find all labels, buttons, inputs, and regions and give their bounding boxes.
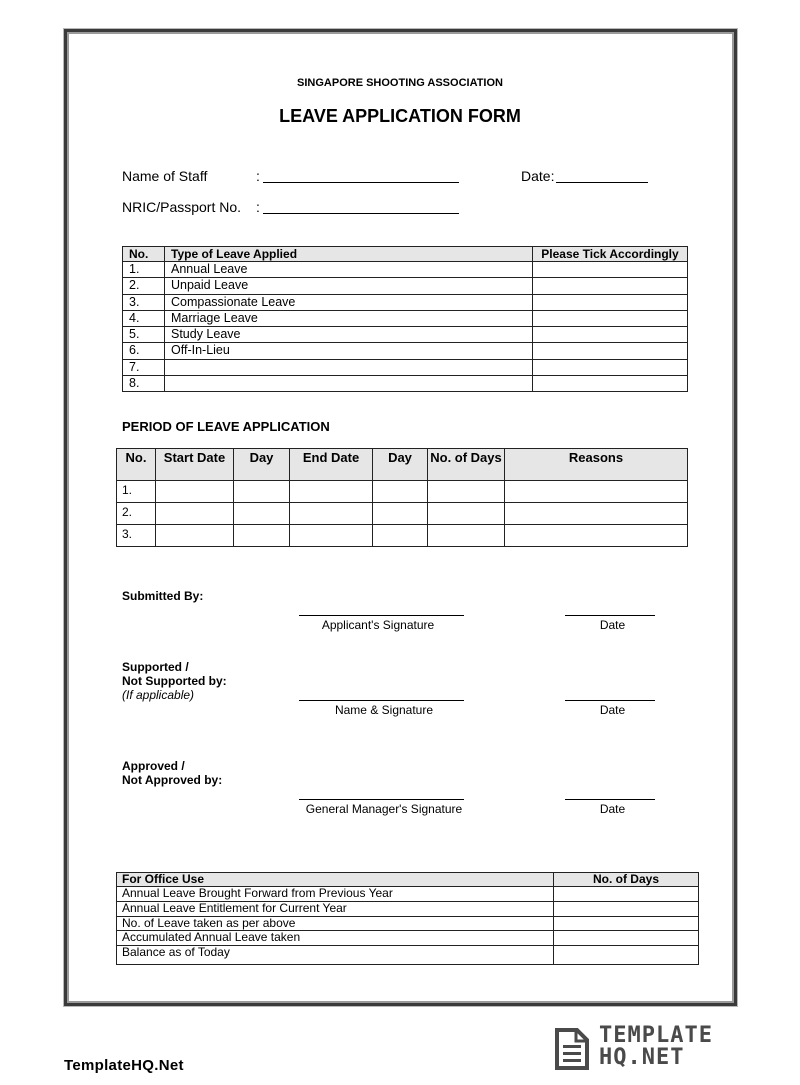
leave-type-cell: Annual Leave [165,262,533,278]
nric-passport-field[interactable] [263,213,459,214]
name-of-staff-field[interactable] [263,182,459,183]
period-header-row [117,449,688,481]
office-use-item: Accumulated Annual Leave taken [117,931,554,946]
logo-line2: HQ.NET [599,1045,685,1070]
date-label: Date: [521,168,555,184]
row-number: 3. [123,294,165,310]
tick-cell[interactable] [533,359,688,375]
col-header-reasons: Reasons [505,449,688,481]
office-use-item: Balance as of Today [117,946,554,965]
end-date-cell[interactable] [290,481,373,503]
table-row [117,931,699,946]
day-cell[interactable] [234,525,290,547]
start-date-cell[interactable] [156,481,234,503]
leave-type-cell: Off-In-Lieu [165,343,533,359]
no-of-days-cell[interactable] [428,525,505,547]
day-cell[interactable] [373,481,428,503]
day-cell[interactable] [373,503,428,525]
table-row [117,887,699,902]
table-row [117,481,688,503]
col-header-start-date: Start Date [156,449,234,481]
row-number: 1. [117,481,156,503]
row-number: 5. [123,327,165,343]
office-use-item: No. of Leave taken as per above [117,916,554,931]
nric-colon: : [256,199,260,215]
table-row [123,294,688,310]
table-row [123,376,688,392]
no-of-days-cell[interactable] [554,887,699,902]
col-header-type: Type of Leave Applied [165,247,533,262]
site-text: TemplateHQ.Net [64,1057,184,1074]
no-of-days-cell[interactable] [428,503,505,525]
table-row [117,525,688,547]
supported-label [122,660,227,702]
approved-line1: Approved / [122,759,185,773]
templatehq-logo [553,1025,738,1075]
organization-name: SINGAPORE SHOOTING ASSOCIATION [297,77,503,89]
col-header-no: No. [117,449,156,481]
form-title: LEAVE APPLICATION FORM [279,106,521,126]
day-cell[interactable] [234,503,290,525]
table-row [123,343,688,359]
row-number: 2. [123,278,165,294]
table-row [123,278,688,294]
day-cell[interactable] [373,525,428,547]
col-header-tick: Please Tick Accordingly [533,247,688,262]
table-row [123,262,688,278]
no-of-days-cell[interactable] [554,916,699,931]
col-header-end-date: End Date [290,449,373,481]
table-row [117,901,699,916]
leave-type-cell[interactable] [165,376,533,392]
row-number: 7. [123,359,165,375]
office-use-item: Annual Leave Brought Forward from Previous Year [117,887,554,902]
logo-line1: TEMPLATE [599,1023,713,1048]
row-number: 2. [117,503,156,525]
row-number: 8. [123,376,165,392]
col-header-office-use: For Office Use [117,873,554,887]
leave-type-cell: Marriage Leave [165,310,533,326]
supporter-date-line[interactable] [565,700,655,701]
approved-label [122,759,222,787]
reasons-cell[interactable] [505,481,688,503]
document-icon [553,1027,591,1071]
leave-type-cell[interactable] [165,359,533,375]
date-field[interactable] [556,182,648,183]
gm-date-line[interactable] [565,799,655,800]
office-use-item: Annual Leave Entitlement for Current Year [117,901,554,916]
leave-type-cell: Compassionate Leave [165,294,533,310]
gm-signature-line[interactable] [299,799,464,800]
supported-line2: Not Supported by: [122,674,227,688]
table-row [117,503,688,525]
no-of-days-cell[interactable] [554,901,699,916]
applicant-signature-caption: Applicant's Signature [321,618,435,632]
leave-type-table [122,246,688,392]
no-of-days-cell[interactable] [554,946,699,965]
col-header-no: No. [123,247,165,262]
approved-line2: Not Approved by: [122,773,223,787]
gm-signature-caption: General Manager's Signature [305,802,463,816]
row-number: 6. [123,343,165,359]
col-header-day: Day [234,449,290,481]
tick-cell[interactable] [533,262,688,278]
leave-type-header-row [123,247,688,262]
tick-cell[interactable] [533,310,688,326]
start-date-cell[interactable] [156,525,234,547]
period-table [116,448,688,547]
supporter-signature-line[interactable] [299,700,464,701]
row-number: 4. [123,310,165,326]
end-date-cell[interactable] [290,525,373,547]
no-of-days-cell[interactable] [428,481,505,503]
table-row [117,916,699,931]
table-row [117,946,699,965]
tick-cell[interactable] [533,278,688,294]
applicant-date-caption: Date [599,618,626,632]
day-cell[interactable] [234,481,290,503]
end-date-cell[interactable] [290,503,373,525]
row-number: 1. [123,262,165,278]
submitted-by-label: Submitted By: [122,589,204,603]
col-header-no-of-days: No. of Days [554,873,699,887]
gm-date-caption: Date [599,802,626,816]
reasons-cell[interactable] [505,525,688,547]
applicant-date-line[interactable] [565,615,655,616]
name-colon: : [256,168,260,184]
col-header-no-of-days: No. of Days [428,449,505,481]
name-of-staff-label: Name of Staff [122,168,208,184]
leave-type-cell: Unpaid Leave [165,278,533,294]
reasons-cell[interactable] [505,503,688,525]
tick-cell[interactable] [533,343,688,359]
start-date-cell[interactable] [156,503,234,525]
table-row [123,327,688,343]
period-section-title: PERIOD OF LEAVE APPLICATION [122,419,330,434]
table-row [123,310,688,326]
office-use-header-row [117,873,699,887]
applicant-signature-line[interactable] [299,615,464,616]
supporter-date-caption: Date [599,703,626,717]
no-of-days-cell[interactable] [554,931,699,946]
logo-text [599,1025,713,1069]
nric-passport-label: NRIC/Passport No. [122,199,242,215]
leave-type-cell: Study Leave [165,327,533,343]
tick-cell[interactable] [533,376,688,392]
tick-cell[interactable] [533,327,688,343]
supported-note: (If applicable) [122,688,195,702]
col-header-day: Day [373,449,428,481]
office-use-table [116,872,699,965]
name-signature-caption: Name & Signature [334,703,434,717]
table-row [123,359,688,375]
row-number: 3. [117,525,156,547]
supported-line1: Supported / [122,660,189,674]
tick-cell[interactable] [533,294,688,310]
